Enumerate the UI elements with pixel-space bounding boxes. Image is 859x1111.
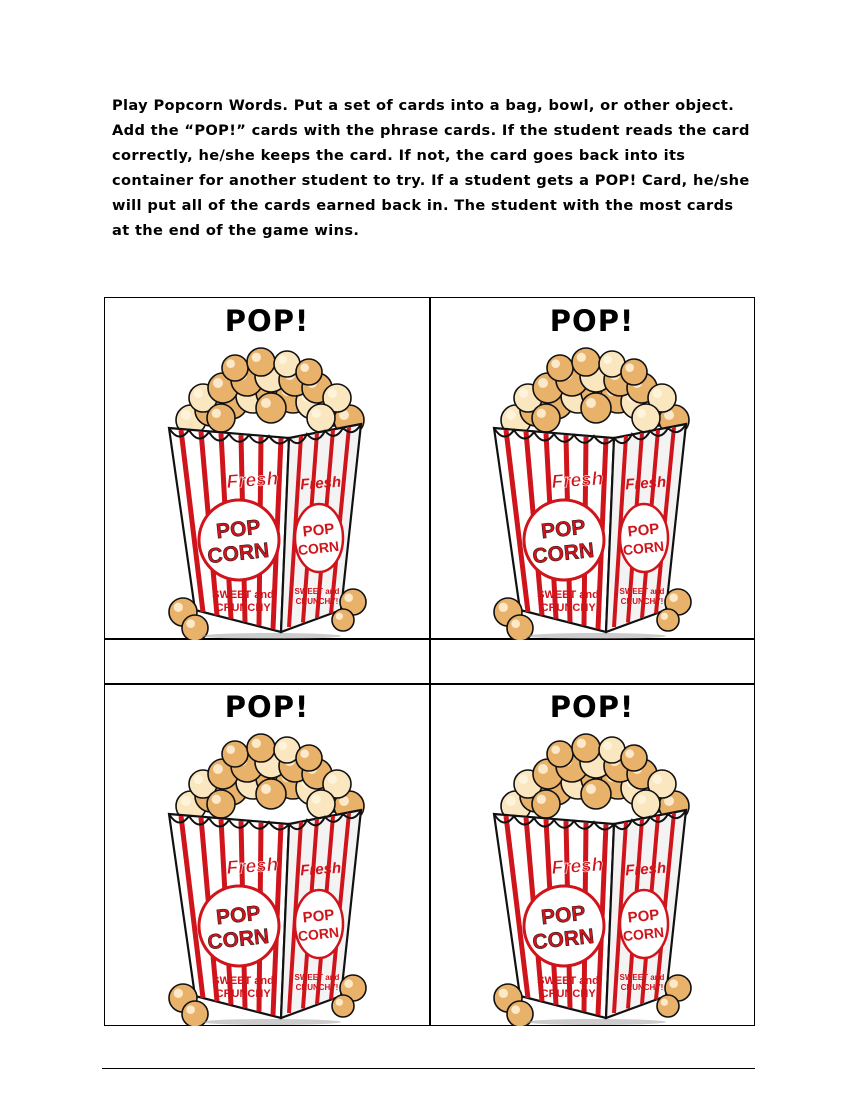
svg-text:CORN: CORN: [297, 923, 340, 945]
svg-text:CRUNCHY!: CRUNCHY!: [215, 988, 275, 1000]
svg-text:CRUNCHY!: CRUNCHY!: [620, 983, 664, 992]
svg-text:CORN: CORN: [622, 537, 665, 559]
svg-text:POP: POP: [540, 901, 587, 930]
svg-text:CORN: CORN: [531, 538, 596, 569]
instruction-line: will put all of the cards earned back in. The student with the most cards: [112, 197, 734, 214]
card-grid: [104, 297, 755, 1026]
svg-text:POP: POP: [215, 515, 262, 544]
svg-text:POP: POP: [215, 901, 262, 930]
pop-card-title: POP!: [549, 690, 635, 724]
svg-text:Fresh: Fresh: [624, 859, 667, 880]
svg-text:POP: POP: [626, 906, 661, 927]
svg-text:CRUNCHY!: CRUNCHY!: [295, 597, 339, 606]
svg-text:POP: POP: [301, 520, 336, 541]
svg-text:Fresh: Fresh: [225, 468, 279, 493]
svg-text:CORN: CORN: [622, 923, 665, 945]
svg-text:CORN: CORN: [206, 538, 271, 569]
grid-divider: [105, 683, 754, 685]
svg-text:Fresh: Fresh: [225, 854, 279, 879]
svg-text:Fresh: Fresh: [299, 859, 342, 880]
popcorn-box-icon: [161, 726, 371, 1026]
instruction-line: Play Popcorn Words. Put a set of cards into a bag, bowl, or other object.: [112, 97, 735, 114]
bottom-rule: [102, 1068, 755, 1069]
svg-text:Fresh: Fresh: [299, 473, 342, 494]
svg-text:Fresh: Fresh: [624, 473, 667, 494]
svg-text:CRUNCHY!: CRUNCHY!: [540, 988, 600, 1000]
instruction-line: container for another student to try. If a student gets a POP! Card, he/she: [112, 172, 750, 189]
instruction-line: correctly, he/she keeps the card. If not, the card goes back into its: [112, 147, 686, 164]
svg-text:SWEET and: SWEET and: [537, 975, 599, 987]
instructions-paragraph: [112, 93, 772, 243]
svg-text:SWEET and: SWEET and: [619, 973, 665, 982]
instruction-line: at the end of the game wins.: [112, 222, 360, 239]
svg-text:CRUNCHY!: CRUNCHY!: [620, 597, 664, 606]
svg-text:POP: POP: [301, 906, 336, 927]
svg-text:CORN: CORN: [531, 924, 596, 955]
pop-card-title: POP!: [224, 304, 310, 338]
svg-text:SWEET and: SWEET and: [619, 587, 665, 596]
svg-text:SWEET and: SWEET and: [537, 589, 599, 601]
svg-text:CRUNCHY!: CRUNCHY!: [295, 983, 339, 992]
popcorn-box-icon: [161, 726, 371, 1026]
popcorn-box-icon: [486, 340, 696, 640]
svg-text:CRUNCHY!: CRUNCHY!: [540, 602, 600, 614]
popcorn-box-icon: [486, 726, 696, 1026]
svg-text:POP: POP: [540, 515, 587, 544]
grid-divider: [429, 298, 431, 1025]
svg-text:SWEET and: SWEET and: [212, 589, 274, 601]
svg-text:POP: POP: [626, 520, 661, 541]
popcorn-box-icon: [161, 340, 371, 640]
svg-text:Fresh: Fresh: [550, 854, 604, 879]
popcorn-box-icon: [161, 340, 371, 640]
instruction-line: Add the “POP!” cards with the phrase cards. If the student reads the card: [112, 122, 750, 139]
popcorn-box-icon: [486, 340, 696, 640]
svg-text:CORN: CORN: [206, 924, 271, 955]
pop-card-title: POP!: [224, 690, 310, 724]
svg-text:SWEET and: SWEET and: [294, 587, 340, 596]
popcorn-box-icon: [486, 726, 696, 1026]
svg-text:CRUNCHY!: CRUNCHY!: [215, 602, 275, 614]
svg-text:CORN: CORN: [297, 537, 340, 559]
svg-text:SWEET and: SWEET and: [294, 973, 340, 982]
pop-card-title: POP!: [549, 304, 635, 338]
svg-text:Fresh: Fresh: [550, 468, 604, 493]
svg-text:SWEET and: SWEET and: [212, 975, 274, 987]
